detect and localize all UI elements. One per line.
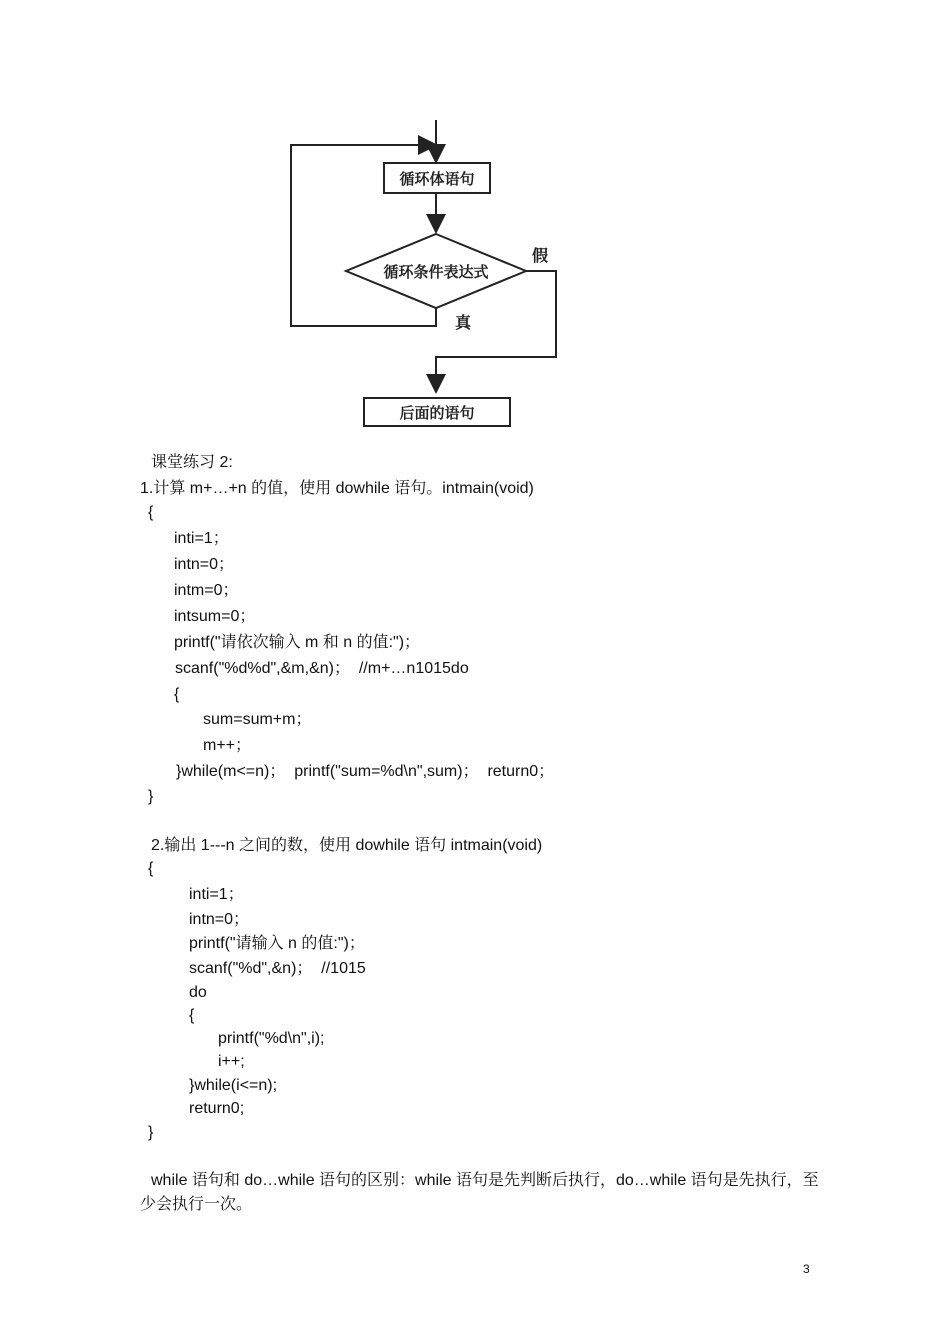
code-line: i++; bbox=[218, 1053, 245, 1070]
loop-body-label: 循环体语句 bbox=[399, 170, 475, 188]
code-line: } bbox=[148, 788, 154, 805]
code-line: do bbox=[189, 984, 207, 1001]
code-line: inti=1； bbox=[189, 886, 244, 903]
code-line: printf("%d\n",i); bbox=[218, 1030, 325, 1047]
code-line: inti=1； bbox=[174, 530, 229, 547]
code-line: { bbox=[148, 504, 154, 521]
true-label: 真 bbox=[455, 313, 472, 332]
code-line: intn=0； bbox=[189, 911, 250, 928]
code-line: scanf("%d",&n)； //1015 bbox=[189, 960, 366, 977]
flowchart-diagram bbox=[280, 110, 580, 440]
code-line: printf("请输入 n 的值:")； bbox=[189, 935, 365, 952]
code-line: { bbox=[189, 1007, 195, 1024]
code-line: { bbox=[174, 686, 180, 703]
code-line: } bbox=[148, 1124, 154, 1141]
code-line: scanf("%d%d",&m,&n)； //m+…n1015do bbox=[175, 660, 469, 677]
question-1-title: 1.计算 m+…+n 的值，使用 dowhile 语句。intmain(void) bbox=[140, 480, 534, 497]
code-line: printf("请依次输入 m 和 n 的值:")； bbox=[174, 634, 421, 651]
code-line: intn=0； bbox=[174, 556, 235, 573]
code-line: m++； bbox=[203, 737, 252, 754]
code-line: }while(i<=n); bbox=[189, 1077, 278, 1094]
question-2-title: 2.输出 1---n 之间的数，使用 dowhile 语句 intmain(void) bbox=[151, 837, 543, 854]
code-line: }while(m<=n)； printf("sum=%d\n",sum)； return0； bbox=[176, 763, 555, 780]
code-line: intm=0； bbox=[174, 582, 239, 599]
exercise-heading: 课堂练习 2: bbox=[151, 454, 233, 471]
code-line: intsum=0； bbox=[174, 608, 256, 625]
false-label: 假 bbox=[532, 246, 549, 265]
code-line: return0; bbox=[189, 1100, 245, 1117]
conclusion-paragraph: while 语句和 do…while 语句的区别：while 语句是先判断后执行，do…while 语句是先执行，至少会执行一次。 bbox=[140, 1172, 819, 1213]
code-line: { bbox=[148, 860, 154, 877]
after-statement-label: 后面的语句 bbox=[399, 404, 475, 422]
do-while-flowchart bbox=[280, 110, 580, 440]
code-line: sum=sum+m； bbox=[203, 711, 312, 728]
page-number: 3 bbox=[803, 1262, 810, 1276]
condition-label: 循环条件表达式 bbox=[383, 263, 489, 281]
